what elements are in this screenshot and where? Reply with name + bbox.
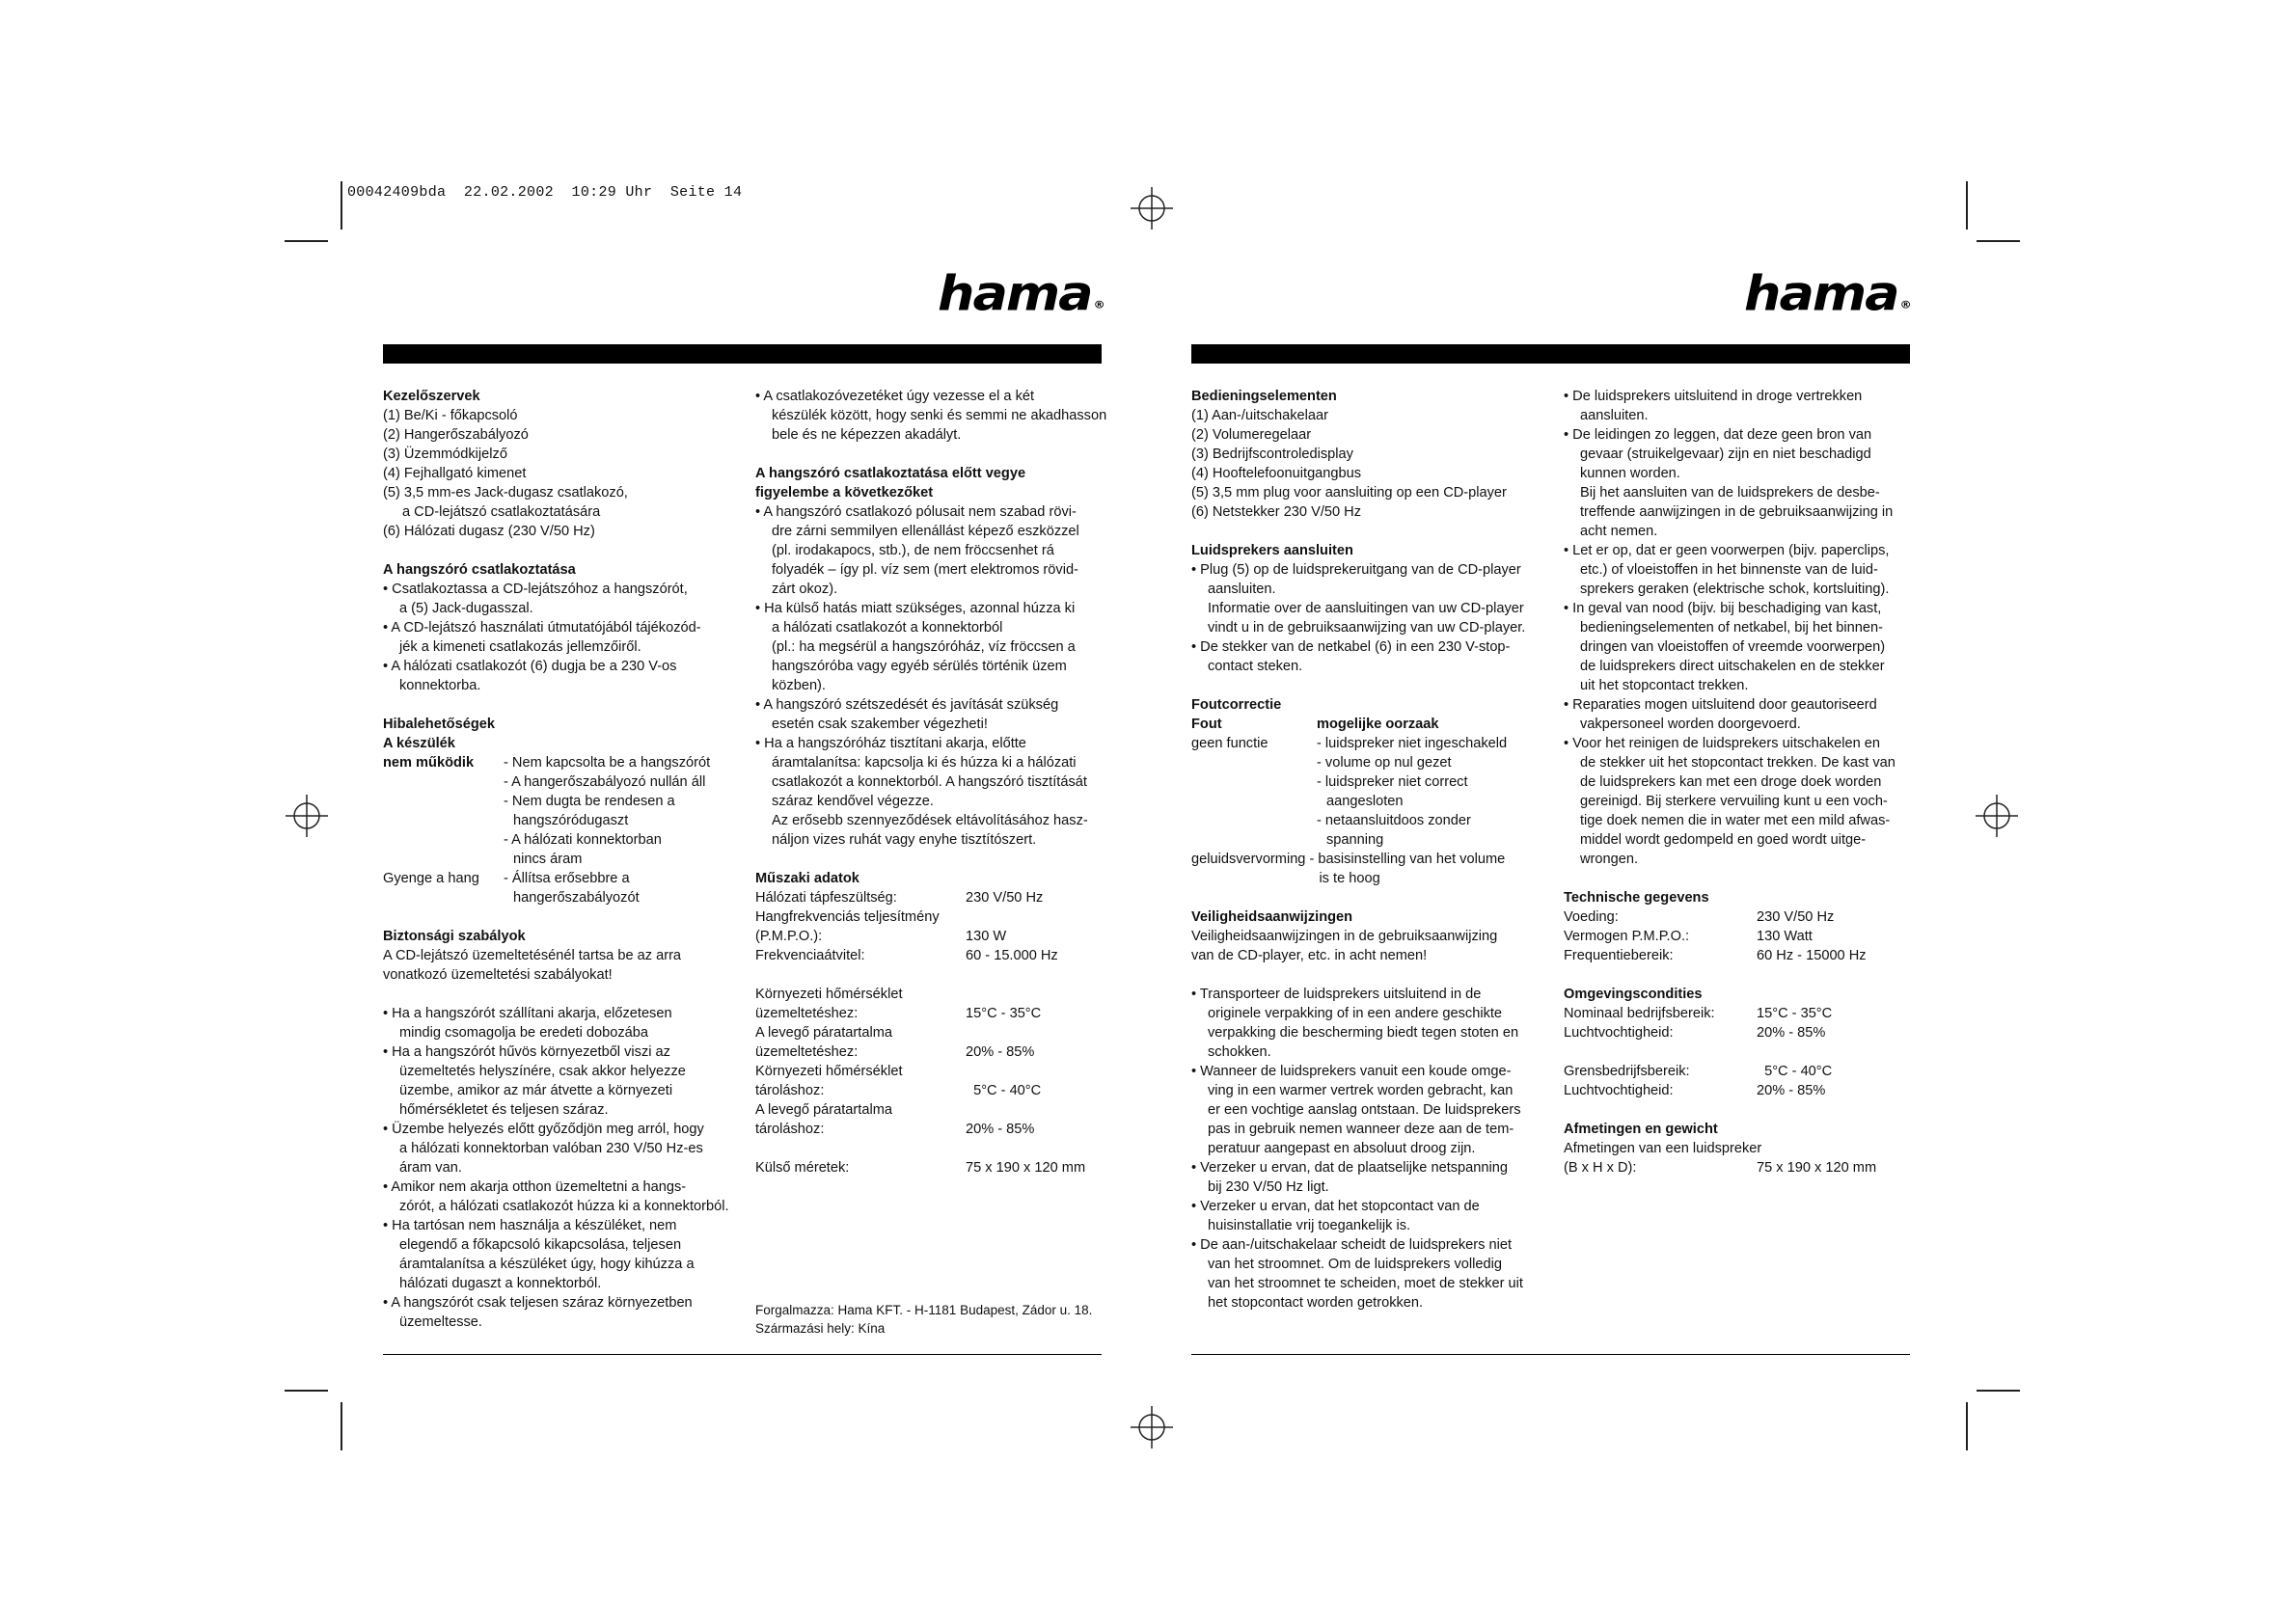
section-title: Omgevingscondities <box>1564 987 1703 1002</box>
spec-label: Grensbedrijfsbereik: <box>1564 1064 1690 1079</box>
footer-rule <box>1191 1354 1910 1355</box>
spec-value: 20% - 85% <box>1757 1083 1826 1098</box>
header-bar <box>1191 344 1910 364</box>
list-item: a CD-lejátszó csatlakoztatására <box>402 504 601 520</box>
section-title: Bedieningselementen <box>1191 389 1337 404</box>
text-line: áramtalanítsa a készüléket úgy, hogy kihúzza a <box>399 1257 695 1272</box>
text-line: • Wanneer de luidsprekers vanuit een koude omge- <box>1191 1064 1512 1079</box>
spec-label: Frequentiebereik: <box>1564 948 1674 963</box>
text-line: Az erősebb szennyeződések eltávolításához hasz- <box>772 813 1088 828</box>
text-line: pas in gebruik nemen wanneer deze aan de tem- <box>1208 1122 1514 1137</box>
text-line: vonatkozó üzemeltetési szabályokat! <box>383 967 613 983</box>
text-line: van het stroomnet te scheiden, moet de stekker uit <box>1208 1276 1523 1291</box>
fault-row <box>383 753 740 869</box>
print-header: 00042409bda 22.02.2002 10:29 Uhr Seite 14 <box>347 184 743 201</box>
crop-mark <box>1966 181 1968 230</box>
spec-label: (B x H x D): <box>1564 1160 1637 1176</box>
list-item: (3) Bedrijfscontroledisplay <box>1191 447 1353 462</box>
text-line: • De aan-/uitschakelaar scheidt de luidsprekers niet <box>1191 1237 1513 1253</box>
column-header: mogelijke oorzaak <box>1317 717 1439 732</box>
text-line: • Ha a hangszórót hűvös környezetből viszi az <box>383 1044 670 1060</box>
spec-label: Afmetingen van een luidspreker <box>1564 1141 1762 1156</box>
spec-row <box>755 946 1112 965</box>
text-line: • Ha a hangszórót szállítani akarja, előzetesen <box>383 1006 672 1021</box>
section-subtitle: A készülék <box>383 736 455 751</box>
text-line: • Voor het reinigen de luidsprekers uitschakelen en <box>1564 736 1880 751</box>
text-line: bele és ne képezzen akadályt. <box>772 427 962 443</box>
footer-rule <box>383 1354 1102 1355</box>
list-item: (4) Hooftelefoonuitgangbus <box>1191 466 1362 481</box>
text-line: • Ha tartósan nem használja a készüléket, nem <box>383 1218 677 1233</box>
spec-value: 130 W <box>966 929 1007 944</box>
text-line: zórót, a hálózati csatlakozót húzza ki a konnektorból. <box>399 1199 729 1214</box>
spec-label: Vermogen P.M.P.O.: <box>1564 929 1690 944</box>
list-item: (3) Üzemmódkijelző <box>383 447 507 462</box>
spec-value: 75 x 190 x 120 mm <box>966 1160 1086 1176</box>
spec-label: Luchtvochtigheid: <box>1564 1025 1674 1041</box>
text-line: a hálózati konnektorban valóban 230 V/50 Hz-es <box>399 1141 703 1156</box>
registration-mark-icon <box>1976 795 2018 837</box>
text-line: • Csatlakoztassa a CD-lejátszóhoz a hangszórót, <box>383 582 688 597</box>
spec-value: 230 V/50 Hz <box>1757 909 1835 925</box>
text-line: • De leidingen zo leggen, dat deze geen bron van <box>1564 427 1872 443</box>
text-line: A CD-lejátszó üzemeltetésénél tartsa be az arra <box>383 948 682 963</box>
text-line: aansluiten. <box>1580 408 1649 423</box>
spec-row <box>1564 1158 1921 1177</box>
list-item: (5) 3,5 mm plug voor aansluiting op een CD-player <box>1191 485 1507 501</box>
spec-row <box>755 1042 1112 1062</box>
text-line: (pl.: ha megsérül a hangszóróház, víz fröccsen a <box>772 639 1076 655</box>
fault-row <box>1191 850 1553 888</box>
text-line: etc.) of vloeistoffen in het binnenste van de luid- <box>1580 562 1878 578</box>
text-line: üzemeltetés helyszínére, csak akkor helyezze <box>399 1064 686 1079</box>
text-line: elegendő a főkapcsoló kikapcsolása, teljesen <box>399 1237 682 1253</box>
spec-label: A levegő páratartalma <box>755 1102 892 1118</box>
spec-label: üzemeltetéshez: <box>755 1044 859 1060</box>
spec-label: Frekvenciaátvitel: <box>755 948 865 963</box>
text-line: jék a kimeneti csatlakozás jellemzőiről. <box>399 639 641 655</box>
spec-value: 75 x 190 x 120 mm <box>1757 1160 1877 1176</box>
text-line: van de CD-player, etc. in acht nemen! <box>1191 948 1428 963</box>
text-line: dringen van vloeistoffen of vreemde voorwerpen) <box>1580 639 1886 655</box>
fault-cause: - A hangerőszabályozó nullán áll <box>504 774 706 790</box>
text-line: • Let er op, dat er geen voorwerpen (bijv. paperclips, <box>1564 543 1890 558</box>
fault-cause: - Nem kapcsolta be a hangszórót <box>504 755 711 771</box>
crop-mark <box>341 1402 342 1450</box>
text-line: • A CD-lejátszó használati útmutatójából tájékozód- <box>383 620 701 636</box>
text-line: Forgalmazza: Hama KFT. - H-1181 Budapest, Zádor u. 18. <box>755 1303 1093 1317</box>
section-title: figyelembe a következőket <box>755 485 934 501</box>
text-line: wrongen. <box>1580 852 1639 867</box>
fault-cause: is te hoog <box>1319 871 1380 886</box>
spec-value: 230 V/50 Hz <box>966 890 1044 906</box>
spec-label: Hálózati tápfeszültség: <box>755 890 897 906</box>
fault-cause: - netaansluitdoos zonder <box>1317 813 1471 828</box>
section-title: Afmetingen en gewicht <box>1564 1122 1718 1137</box>
distributor-note <box>755 1301 1122 1338</box>
spec-value: 15°C - 35°C <box>1757 1006 1833 1021</box>
text-line: a hálózati csatlakozót a konnektorból <box>772 620 1003 636</box>
crop-mark <box>1966 1402 1968 1450</box>
nl-column-2 <box>1564 387 1921 1177</box>
text-line: de luidsprekers direct uitschakelen en de stekker <box>1580 659 1885 674</box>
text-line: schokken. <box>1208 1044 1271 1060</box>
section-title: A hangszóró csatlakoztatása <box>383 562 576 578</box>
text-line: van het stroomnet. Om de luidsprekers volledig <box>1208 1257 1502 1272</box>
fault-cause: aangesloten <box>1326 794 1404 809</box>
text-line: • Transporteer de luidsprekers uitsluitend in de <box>1191 987 1482 1002</box>
fault-cause: - A hálózati konnektorban <box>504 832 662 848</box>
spec-label: üzemeltetéshez: <box>755 1006 859 1021</box>
fault-label: geluidsvervorming <box>1191 852 1306 867</box>
fault-cause: - basisinstelling van het volume <box>1309 852 1506 867</box>
list-item: (4) Fejhallgató kimenet <box>383 466 527 481</box>
text-line: • A hálózati csatlakozót (6) dugja be a 230 V-os <box>383 659 677 674</box>
hu-column-1 <box>383 387 740 1332</box>
text-line: contact steken. <box>1208 659 1303 674</box>
text-line: peratuur aangepast en absoluut droog zijn. <box>1208 1141 1476 1156</box>
spec-row <box>1564 1004 1921 1023</box>
text-line: bedieningselementen of netkabel, bij het binnen- <box>1580 620 1883 636</box>
fault-cause: - volume op nul gezet <box>1317 755 1452 771</box>
text-line: • In geval van nood (bijv. bij beschadiging van kast, <box>1564 601 1882 616</box>
text-line: száraz kendővel végezze. <box>772 794 934 809</box>
text-line: • Reparaties mogen uitsluitend door geautoriseerd <box>1564 697 1877 713</box>
text-line: hálózati dugaszt a konnektorból. <box>399 1276 602 1291</box>
text-line: • Plug (5) op de luidsprekeruitgang van de CD-player <box>1191 562 1521 578</box>
text-line: • Verzeker u ervan, dat de plaatselijke netspanning <box>1191 1160 1509 1176</box>
spec-row <box>1564 1023 1921 1042</box>
spec-row <box>755 927 1112 946</box>
text-line: készülék között, hogy senki és semmi ne akadhasson <box>772 408 1107 423</box>
text-line: vindt u in de gebruiksaanwijzing van uw CD-player. <box>1208 620 1526 636</box>
text-line: bij 230 V/50 Hz ligt. <box>1208 1179 1329 1195</box>
text-line: acht nemen. <box>1580 524 1658 539</box>
fault-cause: hangerőszabályozót <box>513 890 640 906</box>
text-line: • Üzembe helyezés előtt győződjön meg arról, hogy <box>383 1122 704 1137</box>
nl-column-1 <box>1191 387 1553 1313</box>
text-line: hőmérsékletet és teljesen száraz. <box>399 1102 609 1118</box>
list-item: (1) Aan-/uitschakelaar <box>1191 408 1328 423</box>
spec-value: 20% - 85% <box>1757 1025 1826 1041</box>
spec-row <box>755 1081 1112 1100</box>
text-line: folyadék – így pl. víz sem (mert elektromos rövid- <box>772 562 1078 578</box>
fault-cause: - Nem dugta be rendesen a <box>504 794 675 809</box>
text-line: Bij het aansluiten van de luidsprekers de desbe- <box>1580 485 1880 501</box>
text-line: het stopcontact worden getrokken. <box>1208 1295 1424 1311</box>
text-line: zárt okoz). <box>772 582 838 597</box>
text-line: • Ha a hangszóróház tisztítani akarja, előtte <box>755 736 1026 751</box>
fault-label: Gyenge a hang <box>383 871 479 886</box>
text-line: üzemeltesse. <box>399 1314 482 1330</box>
text-line: kunnen worden. <box>1580 466 1680 481</box>
text-line: Származási hely: Kína <box>755 1321 886 1336</box>
text-line: tige doek nemen die in water met een mild afwas- <box>1580 813 1891 828</box>
section-title: Luidsprekers aansluiten <box>1191 543 1353 558</box>
crop-mark <box>1977 240 2020 242</box>
spec-label: Luchtvochtigheid: <box>1564 1083 1674 1098</box>
list-item: (5) 3,5 mm-es Jack-dugasz csatlakozó, <box>383 485 628 501</box>
spec-value: 15°C - 35°C <box>966 1006 1042 1021</box>
list-item: (1) Be/Ki - főkapcsoló <box>383 408 518 423</box>
spec-label: Környezeti hőmérséklet <box>755 987 903 1002</box>
fault-cause: - Állítsa erősebbre a <box>504 871 630 886</box>
text-line: esetén csak szakember végezheti! <box>772 717 988 732</box>
list-item: (6) Hálózati dugasz (230 V/50 Hz) <box>383 524 595 539</box>
text-line: uit het stopcontact trekken. <box>1580 678 1749 693</box>
text-line: aansluiten. <box>1208 582 1276 597</box>
text-line: (pl. irodakapocs, stb.), de nem fröccsenhet rá <box>772 543 1054 558</box>
header-bar <box>383 344 1102 364</box>
spec-label: Voeding: <box>1564 909 1619 925</box>
text-line: konnektorba. <box>399 678 481 693</box>
spec-value: 60 - 15.000 Hz <box>966 948 1058 963</box>
fault-cause: hangszóródugaszt <box>513 813 629 828</box>
text-line: vakpersoneel worden doorgevoerd. <box>1580 717 1801 732</box>
text-line: originele verpakking of in een andere geschikte <box>1208 1006 1503 1021</box>
spec-row <box>1564 1081 1921 1100</box>
spec-label: (P.M.P.O.): <box>755 929 823 944</box>
section-title: Műszaki adatok <box>755 871 859 886</box>
spec-label: Hangfrekvenciás teljesítmény <box>755 909 940 925</box>
spec-value: 60 Hz - 15000 Hz <box>1757 948 1867 963</box>
spec-row <box>755 1158 1112 1177</box>
spec-label: Külső méretek: <box>755 1160 850 1176</box>
text-line: de luidsprekers kan met een droge doek worden <box>1580 774 1882 790</box>
spec-value: 5°C - 40°C <box>966 1083 1042 1098</box>
text-line: Informatie over de aansluitingen van uw CD-player <box>1208 601 1524 616</box>
text-line: huisinstallatie vrij toegankelijk is. <box>1208 1218 1411 1233</box>
spec-label: A levegő páratartalma <box>755 1025 892 1041</box>
section-title: Technische gegevens <box>1564 890 1709 906</box>
fault-row <box>383 869 740 907</box>
fault-label: geen functie <box>1191 736 1268 751</box>
fault-cause: - luidspreker niet ingeschakeld <box>1317 736 1508 751</box>
list-item: (2) Hangerőszabályozó <box>383 427 529 443</box>
text-line: dre zárni semmilyen ellenállást képező eszközzel <box>772 524 1079 539</box>
text-line: • A hangszóró szétszedését és javítását szükség <box>755 697 1059 713</box>
spec-row <box>1564 907 1921 927</box>
fault-header-row <box>1191 715 1553 734</box>
list-item: (2) Volumeregelaar <box>1191 427 1312 443</box>
text-line: • A hangszórót csak teljesen száraz környezetben <box>383 1295 693 1311</box>
text-line: üzembe, amikor az már átvette a környezeti <box>399 1083 673 1098</box>
spec-value: 20% - 85% <box>966 1044 1035 1060</box>
text-line: áramtalanítsa: kapcsolja ki és húzza ki a hálózati <box>772 755 1077 771</box>
crop-mark <box>341 181 342 230</box>
crop-mark <box>1977 1390 2020 1392</box>
text-line: a (5) Jack-dugasszal. <box>399 601 533 616</box>
text-line: middel wordt gedompeld en goed wordt uitge- <box>1580 832 1867 848</box>
spec-label: Nominaal bedrijfsbereik: <box>1564 1006 1715 1021</box>
text-line: • A hangszóró csatlakozó pólusait nem szabad rövi- <box>755 504 1077 520</box>
registration-mark-icon <box>1131 1406 1173 1448</box>
section-title: Foutcorrectie <box>1191 697 1282 713</box>
registration-mark-icon <box>1131 187 1173 230</box>
text-line: • Ha külső hatás miatt szükséges, azonnal húzza ki <box>755 601 1076 616</box>
crop-mark <box>285 1390 328 1392</box>
text-line: gereinigd. Bij sterkere vervuiling kunt u een voch- <box>1580 794 1888 809</box>
spec-value: 20% - 85% <box>966 1122 1035 1137</box>
spec-label: tároláshoz: <box>755 1122 825 1137</box>
text-line: • Amikor nem akarja otthon üzemeltetni a hangs- <box>383 1179 687 1195</box>
text-line: • A csatlakozóvezetéket úgy vezesse el a két <box>755 389 1035 404</box>
spec-row <box>755 1004 1112 1023</box>
text-line: treffende aanwijzingen in de gebruiksaanwijzing in <box>1580 504 1894 520</box>
spec-row <box>1564 927 1921 946</box>
text-line: • Verzeker u ervan, dat het stopcontact van de <box>1191 1199 1480 1214</box>
text-line: mindig csomagolja be eredeti dobozába <box>399 1025 648 1041</box>
text-line: Veiligheidsaanwijzingen in de gebruiksaanwijzing <box>1191 929 1498 944</box>
spec-value: 5°C - 40°C <box>1757 1064 1833 1079</box>
fault-cause: spanning <box>1326 832 1384 848</box>
section-title: Biztonsági szabályok <box>383 929 526 944</box>
text-line: közben). <box>772 678 826 693</box>
list-item: (6) Netstekker 230 V/50 Hz <box>1191 504 1362 520</box>
column-header: Fout <box>1191 717 1222 732</box>
text-line: csatlakozót a konnektorból. A hangszóró tisztítását <box>772 774 1087 790</box>
hama-logo: hama ® <box>1744 265 1912 322</box>
hama-logo: hama ® <box>938 265 1105 322</box>
text-line: • De stekker van de netkabel (6) in een 230 V-stop- <box>1191 639 1511 655</box>
spec-label: tároláshoz: <box>755 1083 825 1098</box>
spec-value: 130 Watt <box>1757 929 1813 944</box>
registration-mark-icon <box>286 795 328 837</box>
spec-row <box>1564 946 1921 965</box>
section-title: A hangszóró csatlakoztatása előtt vegye <box>755 466 1026 481</box>
fault-cause: nincs áram <box>513 852 583 867</box>
text-line: de stekker uit het stopcontact trekken. De kast van <box>1580 755 1896 771</box>
text-line: • De luidsprekers uitsluitend in droge vertrekken <box>1564 389 1863 404</box>
fault-cause: - luidspreker niet correct <box>1317 774 1468 790</box>
text-line: gevaar (struikelgevaar) zijn en niet beschadigd <box>1580 447 1871 462</box>
text-line: ving in een warmer vertrek worden gebracht, kan <box>1208 1083 1514 1098</box>
section-title: Hibalehetőségek <box>383 717 495 732</box>
spec-row <box>1564 1062 1921 1081</box>
spec-row <box>755 888 1112 907</box>
text-line: náljon vizes ruhát vagy enyhe tisztítószert. <box>772 832 1037 848</box>
fault-label: nem működik <box>383 755 475 771</box>
text-line: áram van. <box>399 1160 462 1176</box>
text-line: er een vochtige aanslag ontstaan. De luidsprekers <box>1208 1102 1521 1118</box>
text-line: verpakking die bescherming biedt tegen stoten en <box>1208 1025 1519 1041</box>
section-title: Kezelőszervek <box>383 389 480 404</box>
text-line: hangszóróba vagy egyéb sérülés történik üzem <box>772 659 1067 674</box>
hu-column-2 <box>755 387 1112 1177</box>
section-title: Veiligheidsaanwijzingen <box>1191 909 1353 925</box>
spec-label: Környezeti hőmérséklet <box>755 1064 903 1079</box>
text-line: sprekers geraken (elektrische schok, kortsluiting). <box>1580 582 1890 597</box>
spec-row <box>755 1120 1112 1139</box>
fault-row <box>1191 734 1553 850</box>
crop-mark <box>285 240 328 242</box>
